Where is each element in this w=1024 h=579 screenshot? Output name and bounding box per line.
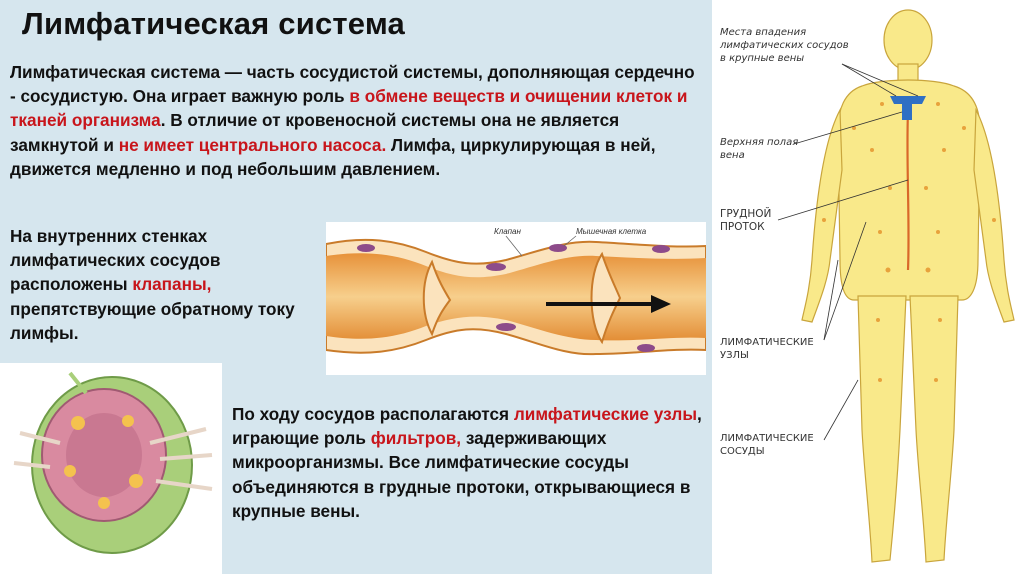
nodes-text-2: , играющие роль (232, 404, 702, 449)
valves-highlight: клапаны, (132, 274, 212, 295)
slide-title: Лимфатическая система (22, 6, 405, 41)
vessel-valve-diagram (326, 222, 706, 375)
lymph-nodes-label: ЛИМФАТИЧЕСКИЕ УЗЛЫ (720, 337, 814, 361)
nodes-highlight-2: фильтров, (370, 428, 462, 449)
lymph-node-illustration (0, 363, 222, 574)
valves-paragraph (10, 224, 322, 345)
thoracic-duct-label: ГРУДНОЙ ПРОТОК (720, 208, 772, 233)
body-lymph-figure (712, 0, 1024, 574)
nodes-text-3: задерживающих микроорганизмы. Все лимфатические сосуды объединяются в грудные протоки, открывающиеся в крупные вены. (232, 428, 691, 521)
intro-text-2: . В отличие от кровеносной системы она не является замкнутой и (10, 110, 620, 155)
muscle-cell-label: Мышечная клетка (576, 227, 647, 236)
veins-entry-label: Места впадения лимфатических сосудов в крупные вены (720, 27, 849, 64)
intro-paragraph (10, 60, 700, 181)
intro-highlight-2: не имеет центрального насоса. (118, 134, 387, 155)
vessel-illustration (326, 222, 706, 375)
nodes-text-1: По ходу сосудов располагаются (232, 404, 514, 424)
valves-text-1: На внутренних стенках лимфатических сосудов расположены (10, 226, 221, 295)
intro-text-1: Лимфатическая система — часть сосудистой системы, дополняющая сердечно - сосудистую. Она играет важную роль (10, 62, 695, 107)
nodes-paragraph (232, 402, 702, 523)
vena-cava-label: Верхняя полая вена (720, 137, 799, 161)
nodes-highlight-1: лимфатические узлы (513, 404, 697, 424)
valves-text-2: препятствующие обратному току лимфы. (10, 298, 295, 343)
lymph-vessels-label: ЛИМФАТИЧЕСКИЕ СОСУДЫ (720, 433, 814, 457)
intro-text-3: Лимфа, циркулирующая в ней, движется медленно и под небольшим давлением. (10, 134, 656, 179)
lymph-node-drawing (0, 363, 222, 574)
human-body-silhouette (712, 0, 1024, 574)
intro-highlight-1: в обмене веществ и очищении клеток и тканей организма (10, 86, 688, 131)
valve-label: Клапан (494, 227, 521, 236)
